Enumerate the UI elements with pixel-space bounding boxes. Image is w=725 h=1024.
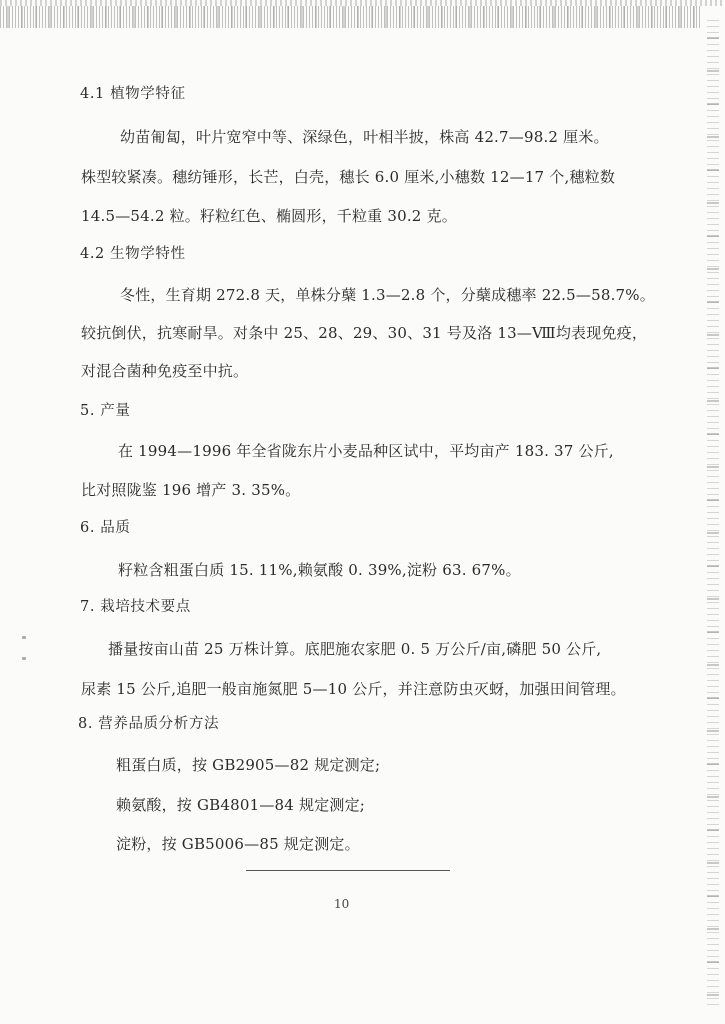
- end-rule-divider: [246, 870, 450, 871]
- paragraph-line: 赖氨酸，按 GB4801—84 规定测定;: [116, 796, 366, 814]
- scan-noise-header-strip: [0, 6, 700, 28]
- paragraph-line: 比对照陇鉴 196 增产 3. 35%。: [81, 481, 301, 499]
- paragraph-line: 籽粒含粗蛋白质 15. 11%,赖氨酸 0. 39%,淀粉 63. 67%。: [118, 561, 521, 579]
- paragraph-line: 播量按亩山苗 25 万株计算。底肥施农家肥 0. 5 万公斤/亩,磷肥 50 公斤,: [108, 640, 602, 658]
- section-heading-8: 8. 营养品质分析方法: [78, 716, 220, 732]
- paragraph-line: 株型较紧凑。穗纺锤形，长芒，白壳，穗长 6.0 厘米,小穗数 12—17 个,穗粒数: [81, 168, 616, 186]
- paragraph-line: 在 1994—1996 年全省陇东片小麦品种区试中，平均亩产 183. 37 公斤,: [118, 442, 614, 460]
- section-heading-7: 7. 栽培技术要点: [80, 599, 191, 615]
- section-heading-6: 6. 品质: [80, 520, 131, 536]
- section-heading-4-1: 4.1 植物学特征: [80, 86, 186, 102]
- paragraph-line: 淀粉，按 GB5006—85 规定测定。: [116, 835, 360, 853]
- paragraph-line: 幼苗匍匐，叶片宽窄中等、深绿色，叶相半披，株高 42.7—98.2 厘米。: [120, 128, 609, 146]
- paragraph-line: 冬性，生育期 272.8 天，单株分蘖 1.3—2.8 个，分蘖成穗率 22.5—58.7%。: [120, 286, 655, 304]
- scan-noise-right-edge: [707, 20, 719, 1010]
- page-number: 10: [334, 897, 350, 911]
- scan-speck: [22, 657, 26, 660]
- section-heading-4-2: 4.2 生物学特性: [80, 246, 186, 262]
- paragraph-line: 较抗倒伏，抗寒耐旱。对条中 25、28、29、30、31 号及洛 13—Ⅷ均表现免疫，: [81, 324, 648, 342]
- paragraph-line: 对混合菌种免疫至中抗。: [81, 362, 249, 380]
- paragraph-line: 尿素 15 公斤,追肥一般亩施氮肥 5—10 公斤，并注意防虫灭蚜，加强田间管理。: [81, 680, 626, 698]
- scan-speck: [22, 636, 26, 639]
- paragraph-line: 粗蛋白质，按 GB2905—82 规定测定;: [116, 756, 381, 774]
- section-heading-5: 5. 产量: [80, 403, 131, 419]
- paragraph-line: 14.5—54.2 粒。籽粒红色、椭圆形，千粒重 30.2 克。: [81, 207, 457, 225]
